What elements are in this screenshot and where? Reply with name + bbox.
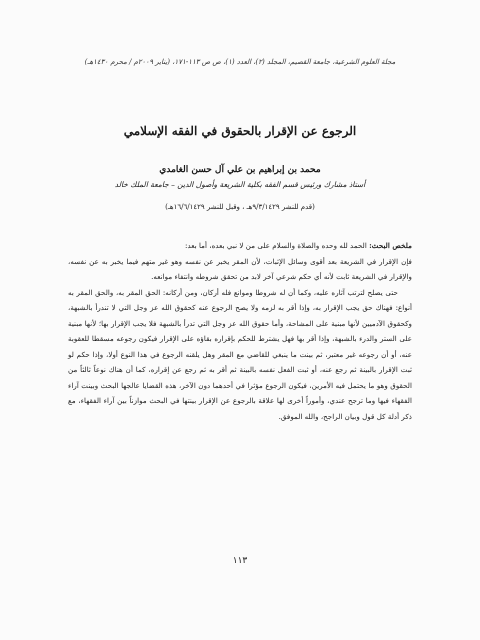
abstract-paragraph: حتى يصلح لترتب آثاره عليه، وكما أن له شروطا وموانع فله أركان، ومن أركانه: الحق المقر به، والحق المقر به أنواع: فهناك حق يجب الإقرار به، وإذا أقر به لزمه ولا يصح الرجوع عنه كحقوق الله عز وجل التي لا تندرأ بالشبهة، وكحقوق الآدميين لأنها مبنية على المشاحة، وأما حقوق الله عز وجل التي تدرأ بالشبهة فلا يجب الإقرار بها؛ لأنها مبنية على الستر والدرء بالشبهة، وإذا أقر بها فهل يشترط للحكم بإقراره بقاؤه على الإقرار فيكون رجوعه مسقطا للعقوبة عنه، أو أن رجوعه غير معتبر، ثم بينت ما ينبغي للقاضي مع المقر وهل يلقنه الرجوع في هذا النوع أولا، وإذا حكم لو ثبت الإقرار بالبينة ثم رجع عنه، أو ثبت الفعل نفسه بالبينة ثم أقر به ثم رجع عن إقراره، كما أن هناك نوعاً ثالثاً من الحقوق وهو ما يحتمل فيه الأمرين، فيكون الرجوع مؤثرا في أحدهما دون الآخر، هذه القضايا عالجها البحث وبينت آراء الفقهاء فيها وما ترجح عندي، وأموراً أخرى لها علاقة بالرجوع عن الإقرار بينتها في البحث موازناً بين آراء الفقهاء، مع ذكر أدلة كل قول وبيان الراجح، والله الموفق.: [68, 287, 412, 421]
author-affiliation: أستاذ مشارك ورئيس قسم الفقه بكلية الشريعة وأصول الدين – جامعة الملك خالد: [114, 180, 366, 189]
author-name: محمد بن إبراهيم بن علي آل حسن الغامدي: [159, 165, 321, 175]
article-title: الرجوع عن الإقرار بالحقوق في الفقه الإسلامي: [123, 124, 357, 138]
abstract-paragraph: فإن الإقرار في الشريعة بعد أقوى وسائل الإثبات، لأن المقر يخبر عن نفسه وهو غير متهم فيما يخبر به عن نفسه، والإقرار في الشريعة ثابت لأنه أي حكم شرعي آخر لابد من تحقق شروطه وانتفاء موانعه.: [68, 256, 412, 281]
abstract-heading: ملخص البحث:: [369, 241, 412, 250]
abstract: [68, 238, 412, 424]
page-number: ١١٣: [232, 556, 248, 566]
submission-dates: (قدم للنشر ٩/٣/١٤٢٩هـ ، وقبل للنشر ١٦/٦/١٤٢٩هـ): [165, 203, 315, 211]
abstract-opening: [68, 238, 412, 254]
abstract-opening-text: الحمد لله وحده والصلاة والسلام على من لا نبي بعده، أما بعد:: [185, 241, 367, 250]
journal-header: مجلة العلوم الشرعية، جامعة القصيم، المجلد (٢)، العدد (١)، ص ص ١١٣-١٧١، (يناير ٢٠٠٩م / محرم ١٤٣٠هـ): [84, 58, 396, 66]
